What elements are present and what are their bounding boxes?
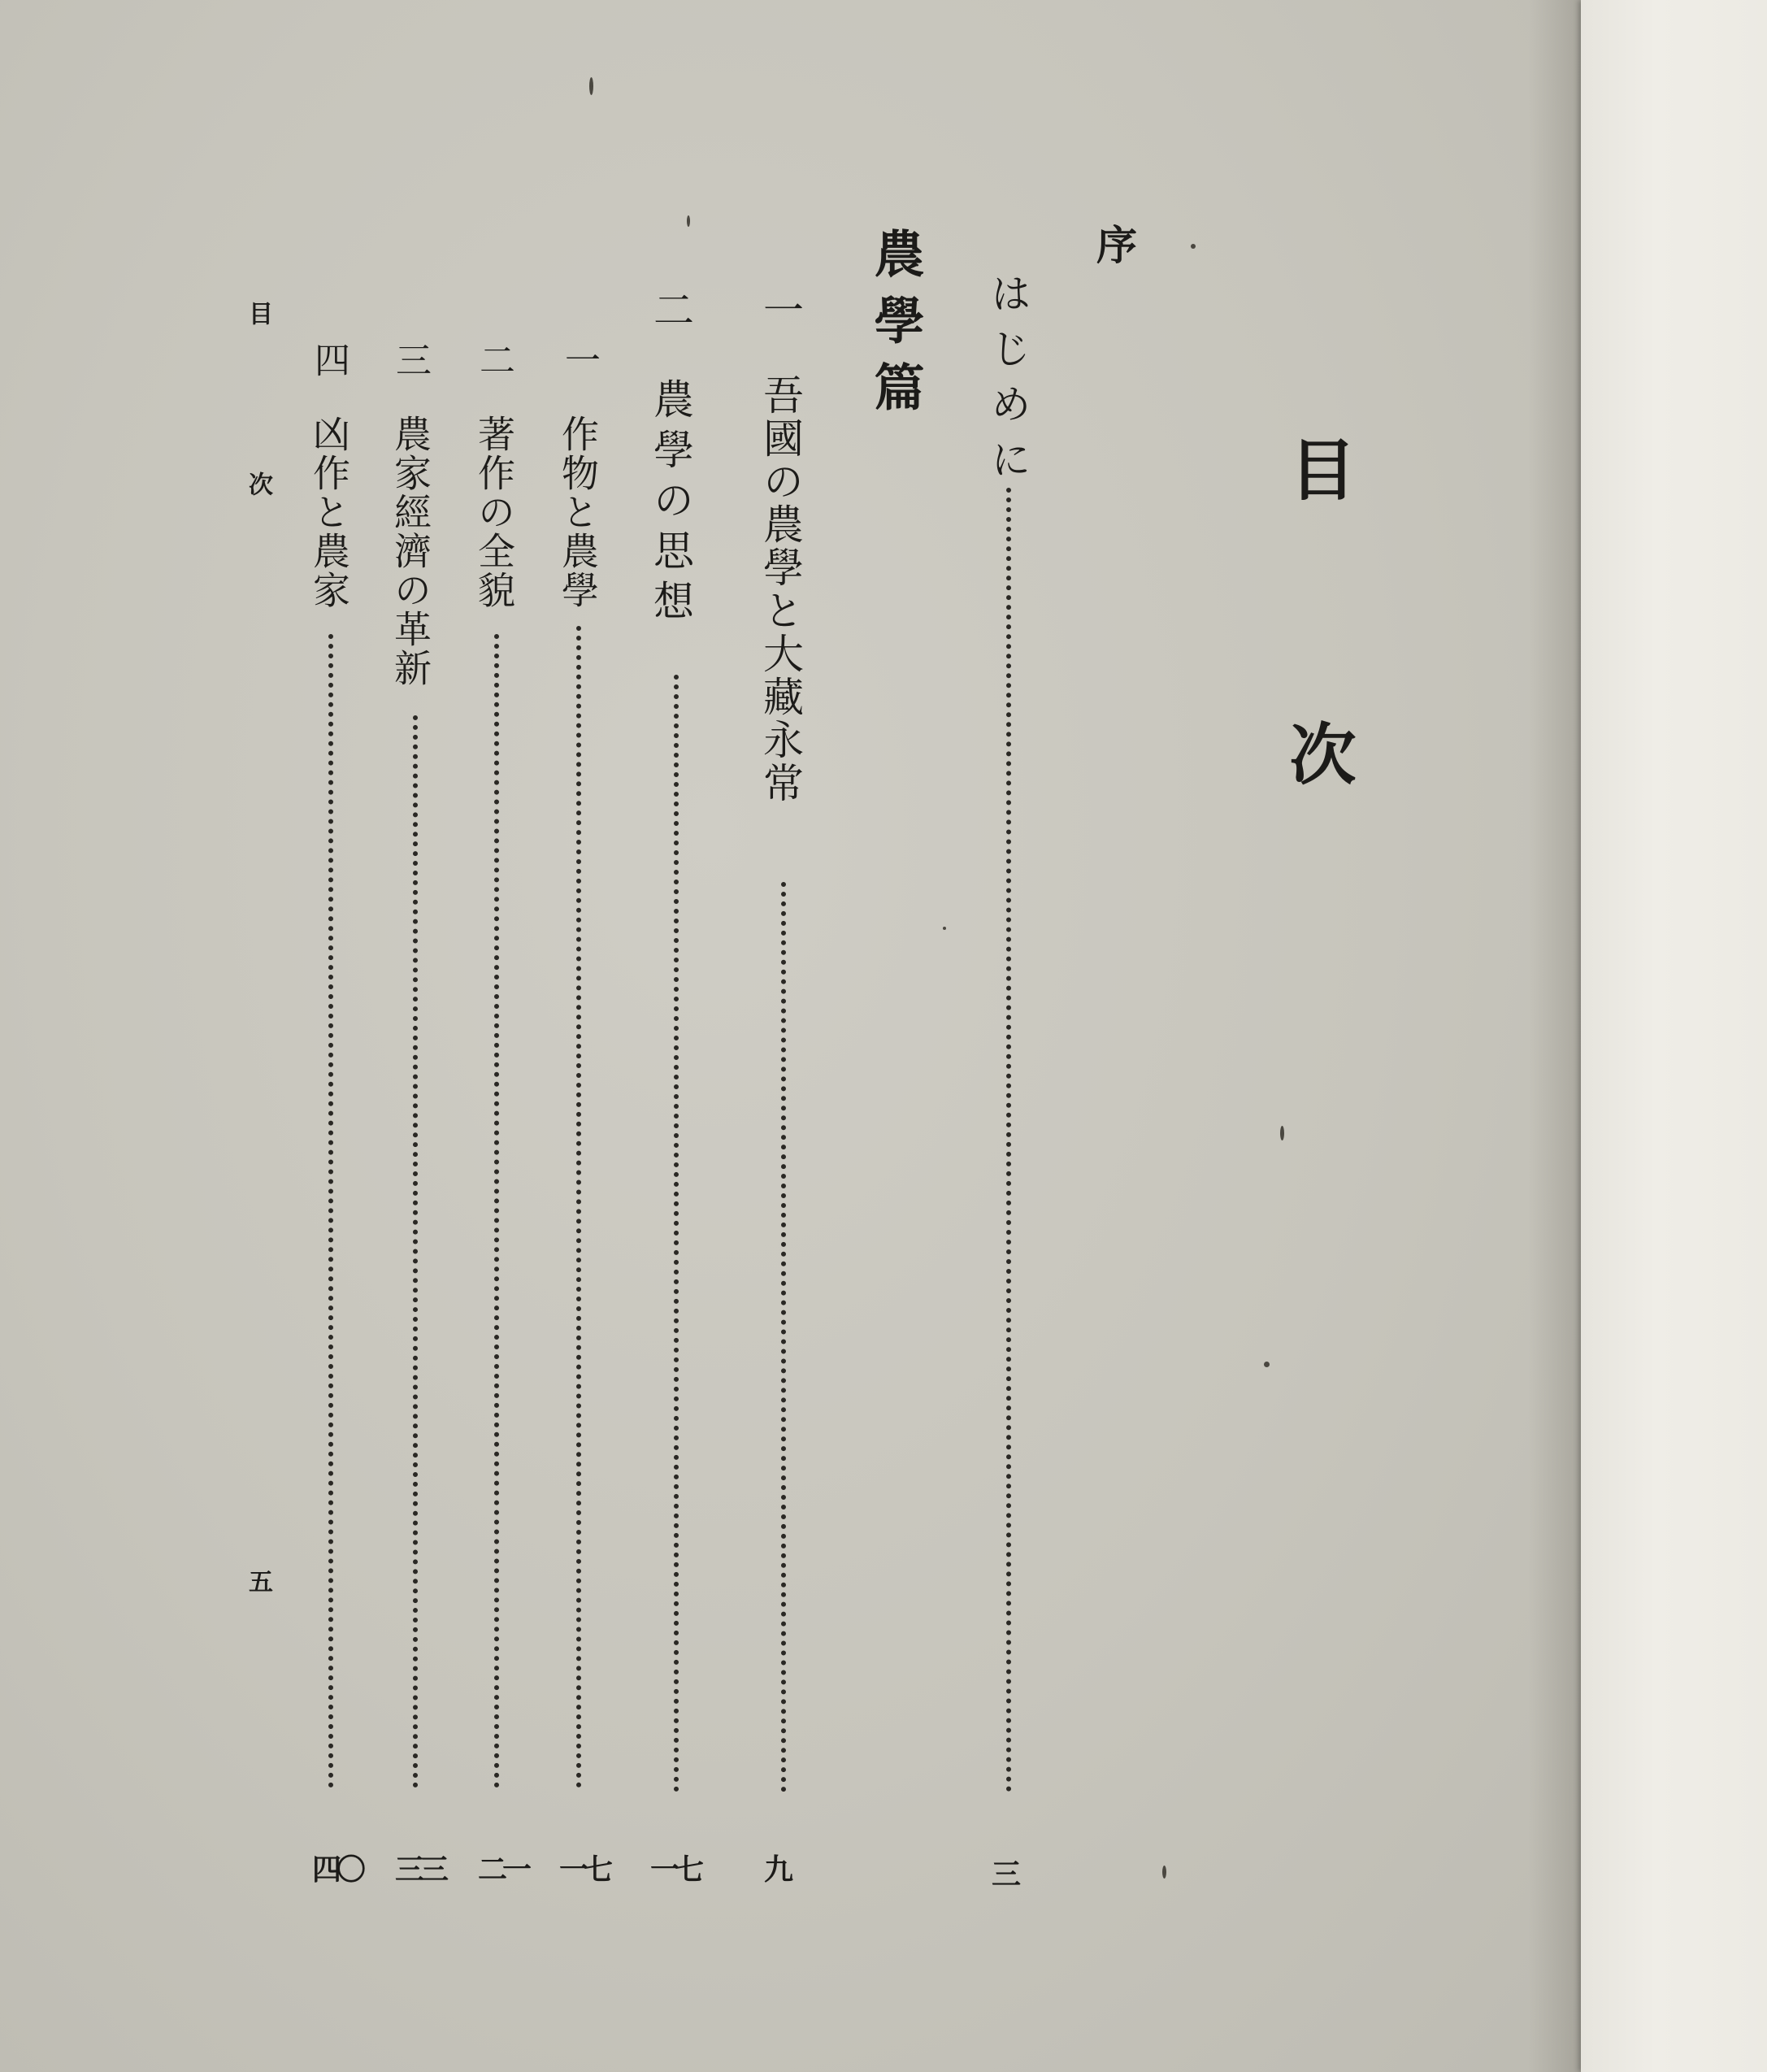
section-1-leader [576,626,581,1788]
section-3-number: 三 [389,341,431,377]
chapter-1-number: 一 [757,289,804,332]
gutter-shadow [1528,0,1581,2072]
section-1-page-number: 一七 [559,1853,609,1887]
paper-speck [1280,1126,1284,1140]
paper-speck [589,77,593,95]
paper-speck [1191,244,1196,249]
toc-title-char-2: 次 [1279,719,1357,786]
chapter-1-label: 吾國の農學と大藏永常 [757,374,804,805]
section-2-leader [494,634,499,1788]
preface-heading: 序 [1090,224,1138,280]
section-2-label: 著作の全貌 [472,415,516,610]
section-4-page-number: 四〇 [312,1853,362,1887]
section-3-page-number: 三三 [395,1853,445,1887]
chapter-1-page-number: 九 [764,1853,789,1887]
section-4-label: 凶作と農家 [307,415,351,610]
toc-title-char-1: 目 [1279,435,1357,502]
paper-speck [943,927,946,930]
intro-label: はじめに [984,272,1031,493]
section-2-page-number: 二一 [478,1853,527,1887]
chapter-1-leader [781,882,786,1792]
intro-page-number: 三 [992,1857,1017,1892]
section-4-leader [328,634,333,1788]
chapter-2-number: 二 [647,289,694,332]
part-heading: 農學篇 [866,228,925,428]
paper-speck [1264,1362,1270,1367]
running-head: 目次 [244,301,272,642]
section-3-label: 農家經濟の革新 [389,415,432,688]
section-4-number: 四 [308,341,349,377]
chapter-2-leader [674,675,679,1792]
section-1-number: 一 [558,341,600,377]
page-folio: 五 [244,1569,272,1593]
facing-page-edge [1581,0,1767,2072]
paper-speck [1162,1866,1166,1879]
section-2-number: 二 [473,341,514,377]
paper-speck [687,215,690,227]
section-3-leader [413,715,418,1788]
chapter-2-page-number: 一七 [650,1853,700,1887]
section-1-label: 作物と農學 [556,415,600,610]
intro-leader [1006,488,1011,1792]
chapter-2-label: 農學の思想 [647,378,694,630]
